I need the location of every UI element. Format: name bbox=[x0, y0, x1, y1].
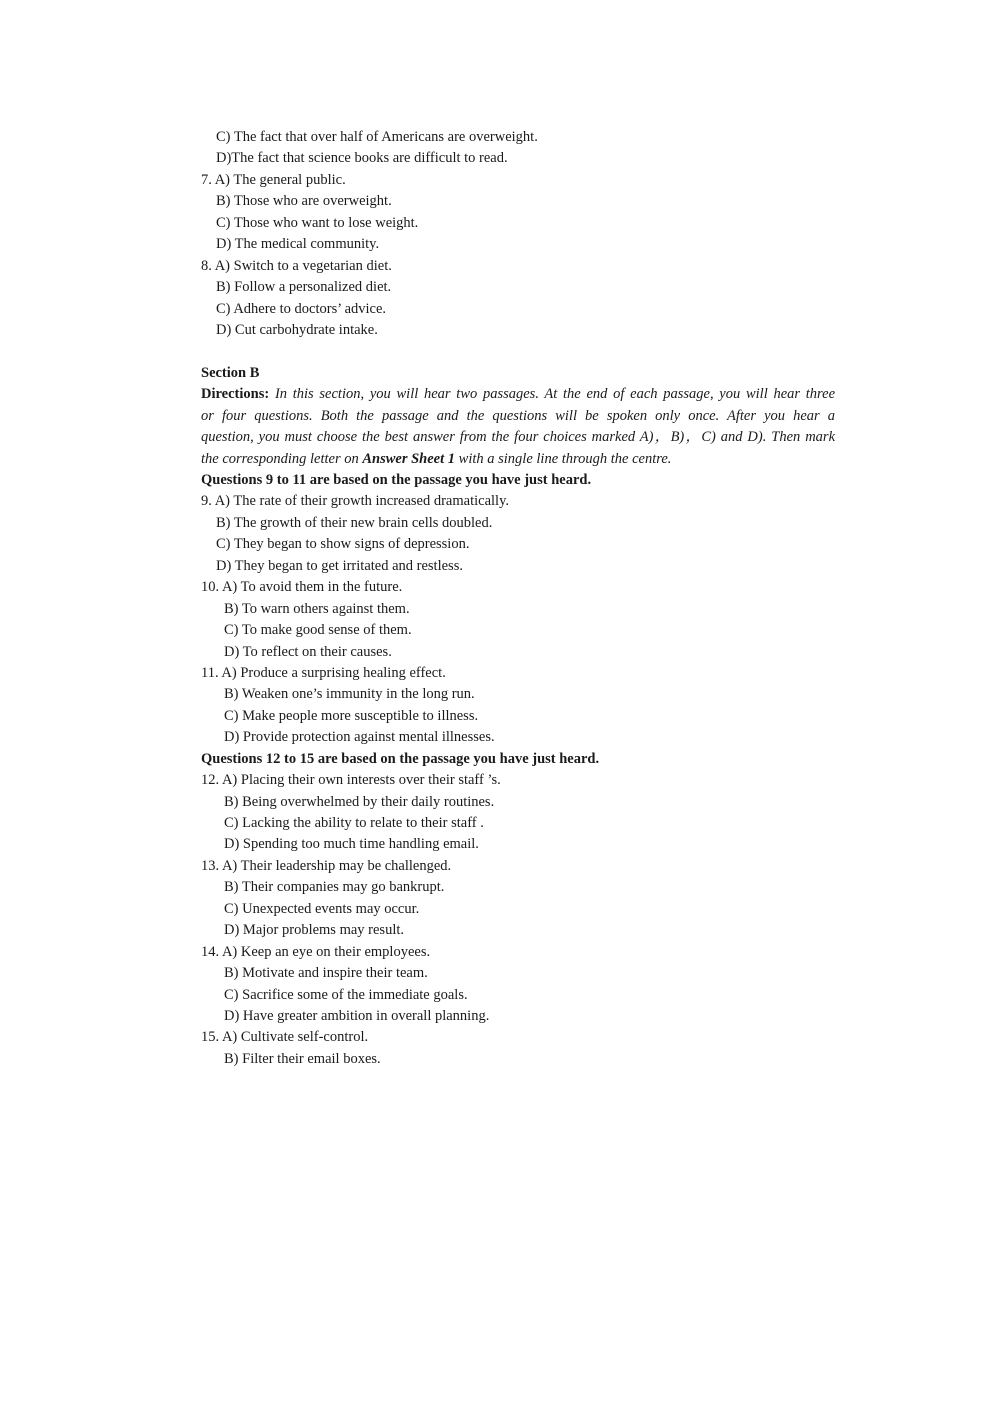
section-gap bbox=[201, 341, 835, 362]
q11-option-d: D) Provide protection against mental illnesses. bbox=[224, 729, 495, 746]
q14-option-a: 14. A) Keep an eye on their employees. bbox=[201, 943, 431, 960]
q12-option-a: 12. A) Placing their own interests over their staff ’s. bbox=[201, 772, 501, 789]
q10-option-b: B) To warn others against them. bbox=[224, 600, 410, 617]
directions-line-2: or four questions. Both the passage and the questions will be spoken only once. After you hear a bbox=[201, 407, 835, 424]
section-b-heading: Section B bbox=[201, 364, 260, 381]
directions-text-1: In this section, you will hear two passages. At the end of each passage, you will hear three bbox=[274, 386, 836, 403]
q6-option-c: C) The fact that over half of Americans are overweight. bbox=[216, 129, 538, 145]
q15-option-b: B) Filter their email boxes. bbox=[224, 1050, 381, 1067]
q9-option-c: C) They began to show signs of depression. bbox=[216, 536, 470, 553]
q13-option-c: C) Unexpected events may occur. bbox=[224, 900, 420, 917]
directions-text-4c: with a single line through the centre. bbox=[458, 450, 672, 467]
answer-sheet-ref: Answer Sheet 1 bbox=[362, 450, 456, 467]
q15-option-a: 15. A) Cultivate self-control. bbox=[201, 1029, 369, 1046]
q12-option-c: C) Lacking the ability to relate to their staff . bbox=[224, 815, 484, 831]
directions-line-3: question, you must choose the best answer from the four choices marked A)，B)，C) and D). Then mark bbox=[201, 429, 835, 446]
q11-option-b: B) Weaken one’s immunity in the long run. bbox=[224, 686, 475, 703]
q14-option-c: C) Sacrifice some of the immediate goals. bbox=[224, 986, 468, 1003]
q7-option-d: D) The medical community. bbox=[216, 236, 380, 253]
exam-content bbox=[201, 127, 835, 1070]
q9-option-b: B) The growth of their new brain cells doubled. bbox=[216, 514, 493, 531]
q9-11-header: Questions 9 to 11 are based on the passage you have just heard. bbox=[201, 472, 592, 488]
q9-option-a: 9. A) The rate of their growth increased dramatically. bbox=[201, 493, 510, 510]
q7-option-a: 7. A) The general public. bbox=[201, 171, 346, 188]
q14-option-b: B) Motivate and inspire their team. bbox=[224, 965, 428, 982]
q11-option-c: C) Make people more susceptible to illness. bbox=[224, 707, 479, 724]
q13-option-b: B) Their companies may go bankrupt. bbox=[224, 879, 445, 896]
q14-option-d: D) Have greater ambition in overall planning. bbox=[224, 1007, 490, 1024]
q7-option-b: B) Those who are overweight. bbox=[216, 193, 392, 210]
q10-option-c: C) To make good sense of them. bbox=[224, 622, 412, 639]
q11-option-a: 11. A) Produce a surprising healing effect. bbox=[201, 664, 446, 681]
q8-option-b: B) Follow a personalized diet. bbox=[216, 279, 392, 296]
directions-text-4a: the corresponding letter on bbox=[201, 450, 359, 467]
q10-option-d: D) To reflect on their causes. bbox=[224, 643, 392, 660]
q13-option-a: 13. A) Their leadership may be challenged. bbox=[201, 857, 452, 874]
q12-option-d: D) Spending too much time handling email. bbox=[224, 836, 479, 853]
directions-label: Directions: bbox=[201, 386, 270, 403]
q7-option-c: C) Those who want to lose weight. bbox=[216, 214, 419, 231]
directions-line-4 bbox=[201, 449, 835, 470]
q9-option-d: D) They began to get irritated and restless. bbox=[216, 557, 463, 574]
q13-option-d: D) Major problems may result. bbox=[224, 922, 405, 939]
q12-option-b: B) Being overwhelmed by their daily routines. bbox=[224, 793, 495, 810]
q6-option-d: D)The fact that science books are difficult to read. bbox=[216, 150, 508, 167]
directions-line-1 bbox=[201, 384, 835, 405]
q8-option-c: C) Adhere to doctors’ advice. bbox=[216, 300, 387, 317]
q8-option-d: D) Cut carbohydrate intake. bbox=[216, 321, 378, 338]
q12-15-header: Questions 12 to 15 are based on the passage you have just heard. bbox=[201, 750, 600, 767]
q8-option-a: 8. A) Switch to a vegetarian diet. bbox=[201, 257, 392, 274]
q10-option-a: 10. A) To avoid them in the future. bbox=[201, 579, 403, 596]
